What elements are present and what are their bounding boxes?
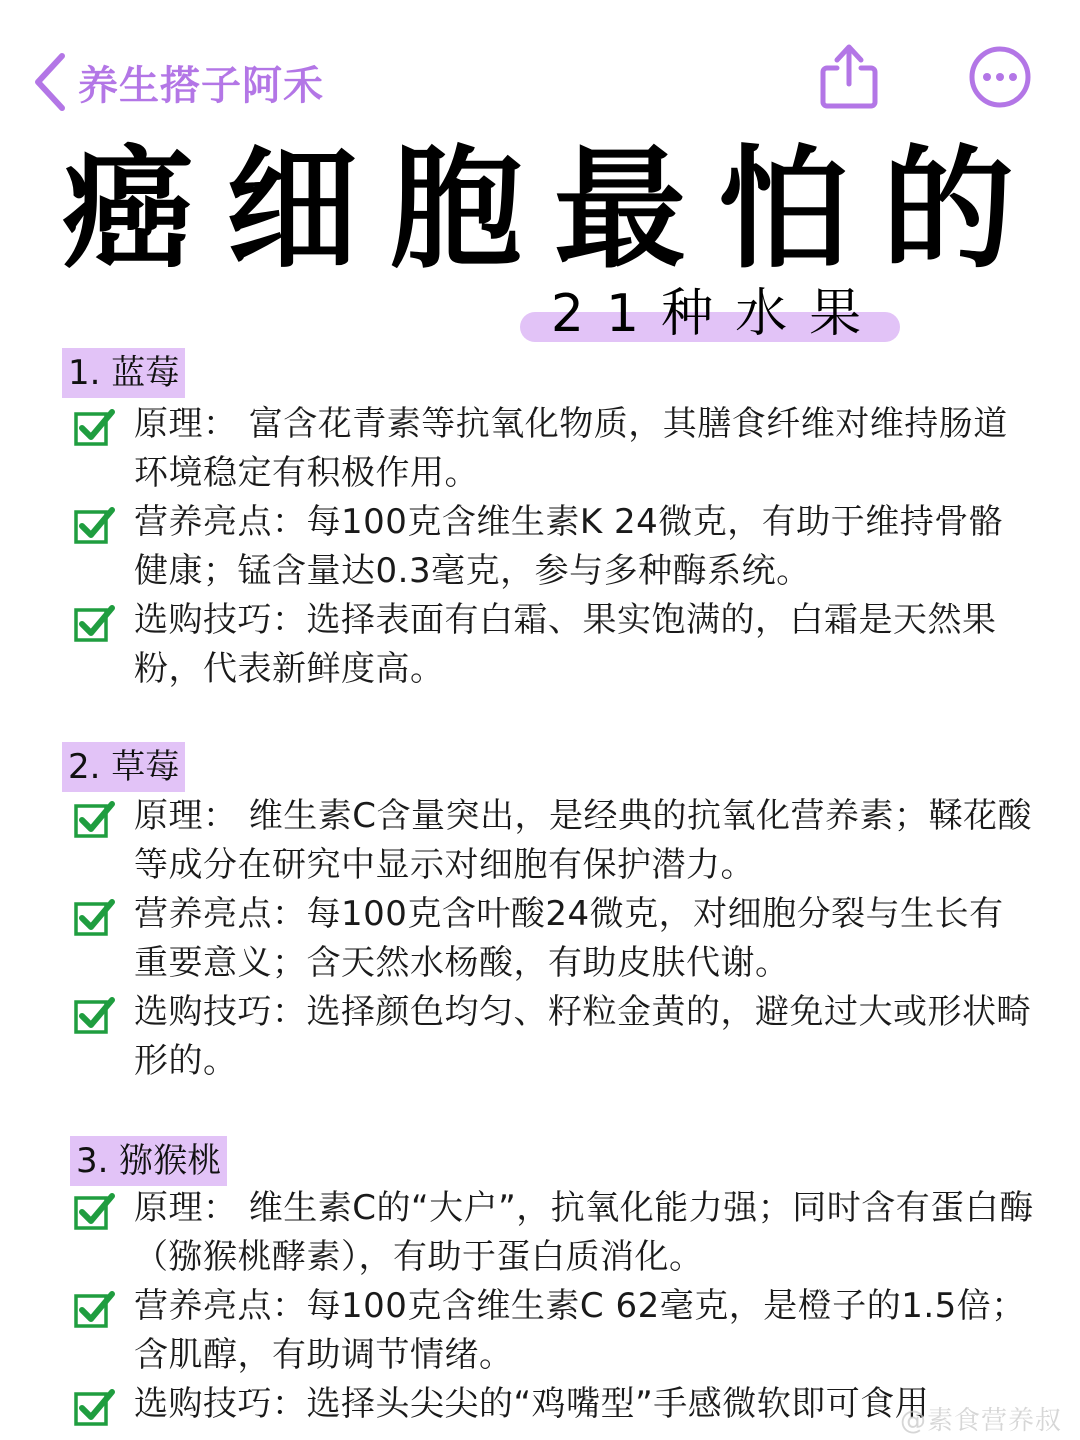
item-text: 营养亮点：每100克含维生素K 24微克，有助于维持骨骼健康；锰含量达0.3毫克，参与多种酶系统。 [134,502,1004,591]
item-text: 原理： 维生素C含量突出，是经典的抗氧化营养素；鞣花酸等成分在研究中显示对细胞有保护潜力。 [134,796,1033,885]
subtitle-block [520,282,900,348]
item-text: 原理： 维生素C的“大户”，抗氧化能力强；同时含有蛋白酶（猕猴桃酵素），有助于蛋白质消化。 [134,1188,1034,1277]
account-name: 养生搭子阿禾 [78,62,324,109]
checkbox-checked-icon [74,604,116,642]
watermark: @素食营养叔 [900,1406,1063,1436]
section-title: 3. 猕猴桃 [70,1136,227,1186]
item-text: 原理： 富含花青素等抗氧化物质，其膳食纤维对维持肠道环境稳定有积极作用。 [134,404,1008,493]
share-icon [815,40,883,112]
item-text: 选购技巧：选择头尖尖的“鸡嘴型”手感微软即可食用 [134,1384,930,1424]
item-text: 选购技巧：选择颜色均匀、籽粒金黄的，避免过大或形状畸形的。 [134,992,1031,1081]
checkbox-checked-icon [74,408,116,446]
checkbox-checked-icon [74,800,116,838]
checkbox-checked-icon [74,1192,116,1230]
item-text: 选购技巧：选择表面有白霜、果实饱满的，白霜是天然果粉，代表新鲜度高。 [134,600,997,689]
back-button[interactable] [30,50,324,114]
share-button[interactable] [815,40,883,112]
more-button[interactable] [968,45,1032,109]
subtitle: 21种水果 [550,284,884,344]
checkbox-checked-icon [74,1388,116,1426]
page-title: 癌细胞最怕的 [62,133,1046,287]
top-bar [0,0,1080,140]
more-icon [968,45,1032,109]
item-text: 营养亮点：每100克含叶酸24微克，对细胞分裂与生长有重要意义；含天然水杨酸，有助皮肤代谢。 [134,894,1004,983]
section-title: 1. 蓝莓 [62,348,185,398]
section-title: 2. 草莓 [62,742,185,792]
checkbox-checked-icon [74,898,116,936]
checkbox-checked-icon [74,996,116,1034]
item-text: 营养亮点：每100克含维生素C 62毫克，是橙子的1.5倍；含肌醇，有助调节情绪。 [134,1286,1026,1375]
checkbox-checked-icon [74,506,116,544]
chevron-left-icon [30,50,70,114]
checkbox-checked-icon [74,1290,116,1328]
